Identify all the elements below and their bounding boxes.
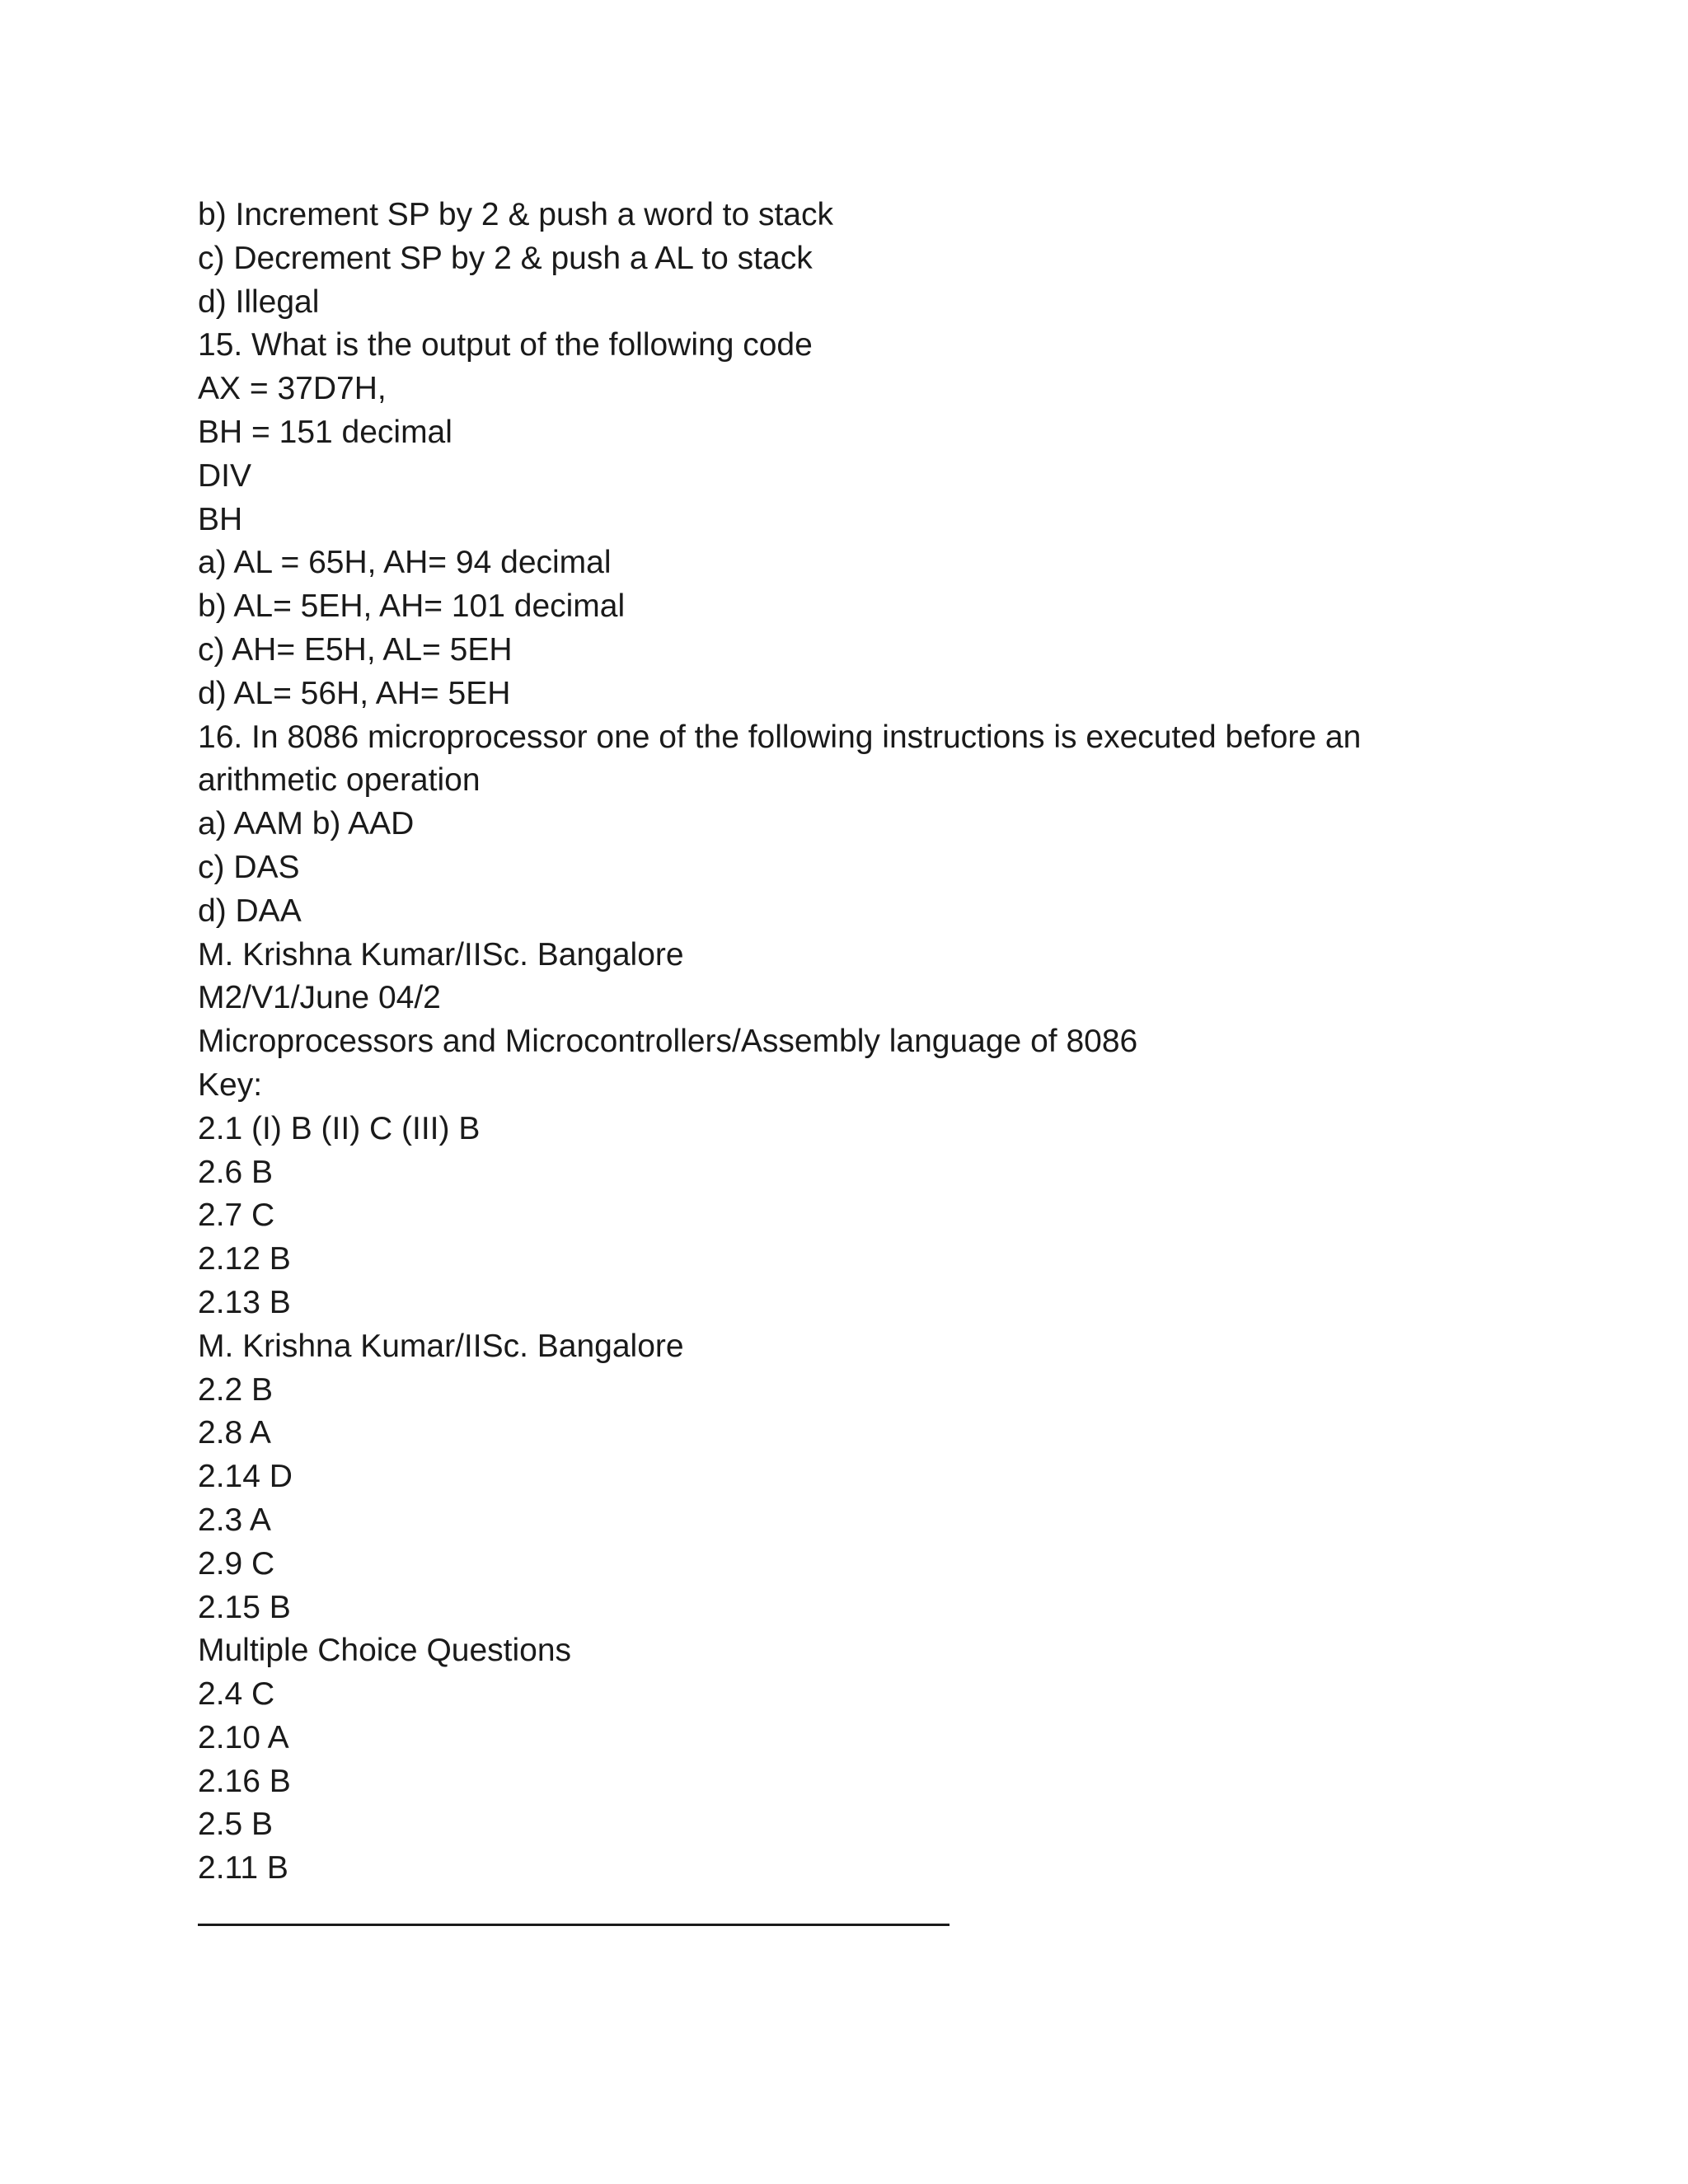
question-15-option-d: d) AL= 56H, AH= 5EH <box>198 675 511 711</box>
answer-key-item: 2.1 (I) B (II) C (III) B <box>198 1110 481 1146</box>
answer-key-item: 2.6 B <box>198 1154 274 1190</box>
question-16-text: 16. In 8086 microprocessor one of the following instructions is executed before an <box>198 719 1362 755</box>
page-text-block <box>198 194 1484 1891</box>
question-16-option-c: c) DAS <box>198 849 300 885</box>
code-line-ax: AX = 37D7H, <box>198 371 387 407</box>
answer-key-item: 2.12 B <box>198 1241 291 1277</box>
answer-key-item: 2.9 C <box>198 1545 275 1582</box>
answer-key-item: 2.13 B <box>198 1284 291 1320</box>
answer-key-item: 2.10 A <box>198 1719 289 1755</box>
answer-key-item: 2.11 B <box>198 1850 288 1886</box>
key-heading: Key: <box>198 1066 263 1103</box>
course-title: Microprocessors and Microcontrollers/Assembly language of 8086 <box>198 1024 1138 1060</box>
code-line-div: DIV <box>198 457 252 494</box>
answer-key-item: 2.5 B <box>198 1807 274 1843</box>
answer-key-item: 2.15 B <box>198 1589 291 1625</box>
answer-key-item: 2.3 A <box>198 1502 271 1538</box>
text-line-option-b: b) Increment SP by 2 & push a word to stack <box>198 197 833 232</box>
answer-key-item: 2.4 C <box>198 1676 275 1713</box>
question-15-option-a: a) AL = 65H, AH= 94 decimal <box>198 545 612 581</box>
text-line-option-c: c) Decrement SP by 2 & push a AL to stack <box>198 240 813 276</box>
section-heading: Multiple Choice Questions <box>198 1633 572 1669</box>
text-line-option-d: d) Illegal <box>198 284 320 320</box>
horizontal-divider <box>198 1924 950 1926</box>
answer-key-item: 2.7 C <box>198 1197 275 1234</box>
answer-key-item: 2.2 B <box>198 1371 274 1408</box>
module-version: M2/V1/June 04/2 <box>198 980 441 1016</box>
answer-key-item: 2.8 A <box>198 1415 271 1451</box>
question-16-option-d: d) DAA <box>198 893 302 929</box>
author-credit: M. Krishna Kumar/IISc. Bangalore <box>198 936 684 972</box>
question-15-text: 15. What is the output of the following code <box>198 327 813 363</box>
question-16-text-continued: arithmetic operation <box>198 762 481 799</box>
code-line-operand: BH <box>198 501 243 537</box>
question-15-option-b: b) AL= 5EH, AH= 101 decimal <box>198 588 626 625</box>
question-15-option-c: c) AH= E5H, AL= 5EH <box>198 631 513 668</box>
answer-key-item: 2.16 B <box>198 1763 291 1799</box>
code-line-bh: BH = 151 decimal <box>198 414 452 450</box>
question-16-options-ab: a) AAM b) AAD <box>198 806 415 842</box>
answer-key-item: 2.14 D <box>198 1459 293 1495</box>
author-credit: M. Krishna Kumar/IISc. Bangalore <box>198 1328 684 1364</box>
